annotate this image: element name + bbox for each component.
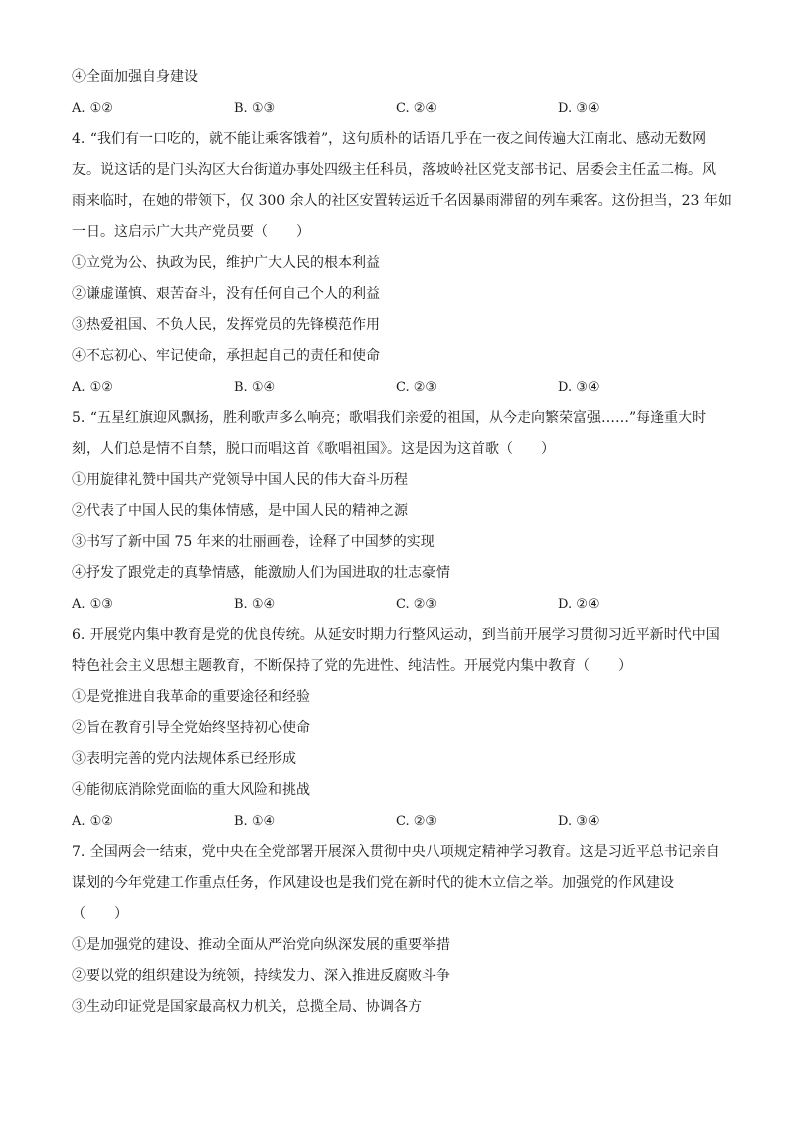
answer-option-d: D. ③④ [558,814,600,829]
answer-option-d: D. ③④ [558,101,600,116]
statement-line: ④能彻底消除党面临的重大风险和挑战 [72,782,310,798]
question-stem-line: 友。说这话的是门头沟区大台街道办事处四级主任科员，落坡岭社区党支部书记、居委会主任孟二梅。风 [72,162,716,178]
answer-option-a: A. ①③ [72,597,113,612]
statement-line: ④抒发了跟党走的真挚情感，能激励人们为国进取的壮志豪情 [72,565,450,581]
answer-option-b: B. ①④ [234,380,276,395]
question-stem-line: （ ） [72,906,128,922]
answer-options-row [72,93,732,124]
answer-options-row [72,372,732,403]
answer-option-b: B. ①④ [234,814,276,829]
statement-line: ①用旋律礼赞中国共产党领导中国人民的伟大奋斗历程 [72,472,408,488]
answer-option-d: D. ②④ [558,597,600,612]
question-stem [72,403,732,465]
question-stem [72,620,732,682]
statement-line: ③生动印证党是国家最高权力机关，总揽全局、协调各方 [72,999,422,1015]
statement-line: ②代表了中国人民的集体情感，是中国人民的精神之源 [72,503,408,519]
answer-option-c: C. ②④ [396,101,438,116]
answer-option-a: A. ①② [72,101,113,116]
statement-line: ②谦虚谨慎、艰苦奋斗，没有任何自己个人的利益 [72,286,380,302]
statement-line: ①立党为公、执政为民，维护广大人民的根本利益 [72,255,380,271]
statement-line: ①是党推进自我革命的重要途径和经验 [72,689,310,705]
statement-line: ②旨在教育引导全党始终坚持初心使命 [72,720,310,736]
statement-line: ②要以党的组织建设为统领，持续发力、深入推进反腐败斗争 [72,968,450,984]
question-stem-line: 刻，人们总是情不自禁，脱口而唱这首《歌唱祖国》。这是因为这首歌（ ） [72,441,555,457]
question-stem-line: 一日。这启示广大共产党员要（ ） [72,224,310,240]
answer-option-d: D. ③④ [558,380,600,395]
statement-line: ③书写了新中国 75 年来的壮丽画卷，诠释了中国梦的实现 [72,534,435,550]
answer-option-b: B. ①③ [234,101,276,116]
statement-line: ③热爱祖国、不负人民，发挥党员的先锋模范作用 [72,317,380,333]
answer-option-a: A. ①② [72,380,113,395]
question-stem-line: 7. 全国两会一结束，党中央在全党部署开展深入贯彻中央八项规定精神学习教育。这是习近平总书记亲自 [72,844,720,860]
question-stem-line: 6. 开展党内集中教育是党的优良传统。从延安时期力行整风运动，到当前开展学习贯彻习近平新时代中国 [72,627,720,643]
statement-line: ④全面加强自身建设 [72,69,198,85]
answer-option-b: B. ①④ [234,597,276,612]
statement-line: ③表明完善的党内法规体系已经形成 [72,751,296,767]
answer-options-row [72,589,732,620]
answer-option-c: C. ②③ [396,814,438,829]
question-stem-line: 4. “我们有一口吃的，就不能让乘客饿着”，这句质朴的话语几乎在一夜之间传遍大江南北、感动无数网 [72,131,707,147]
question-stem-line: 雨来临时，在她的带领下，仅 300 余人的社区安置转运近千名因暴雨滞留的列车乘客。这份担当，23 年如 [72,193,732,209]
question-stem-line: 特色社会主义思想主题教育，不断保持了党的先进性、纯洁性。开展党内集中教育（ ） [72,658,632,674]
question-stem-line: 5. “五星红旗迎风飘扬，胜利歌声多么响亮；歌唱我们亲爱的祖国，从今走向繁荣富强……”每逢重大时 [72,410,707,426]
answer-options-row [72,806,732,837]
exam-page [72,62,732,1023]
statement-line: ④不忘初心、牢记使命，承担起自己的责任和使命 [72,348,380,364]
statement-line: ①是加强党的建设、推动全面从严治党向纵深发展的重要举措 [72,937,450,953]
answer-option-a: A. ①② [72,814,113,829]
question-stem-line: 谋划的今年党建工作重点任务，作风建设也是我们党在新时代的徙木立信之举。加强党的作风建设 [72,875,674,891]
question-stem [72,124,732,248]
answer-option-c: C. ②③ [396,380,438,395]
question-stem [72,837,732,930]
answer-option-c: C. ②③ [396,597,438,612]
